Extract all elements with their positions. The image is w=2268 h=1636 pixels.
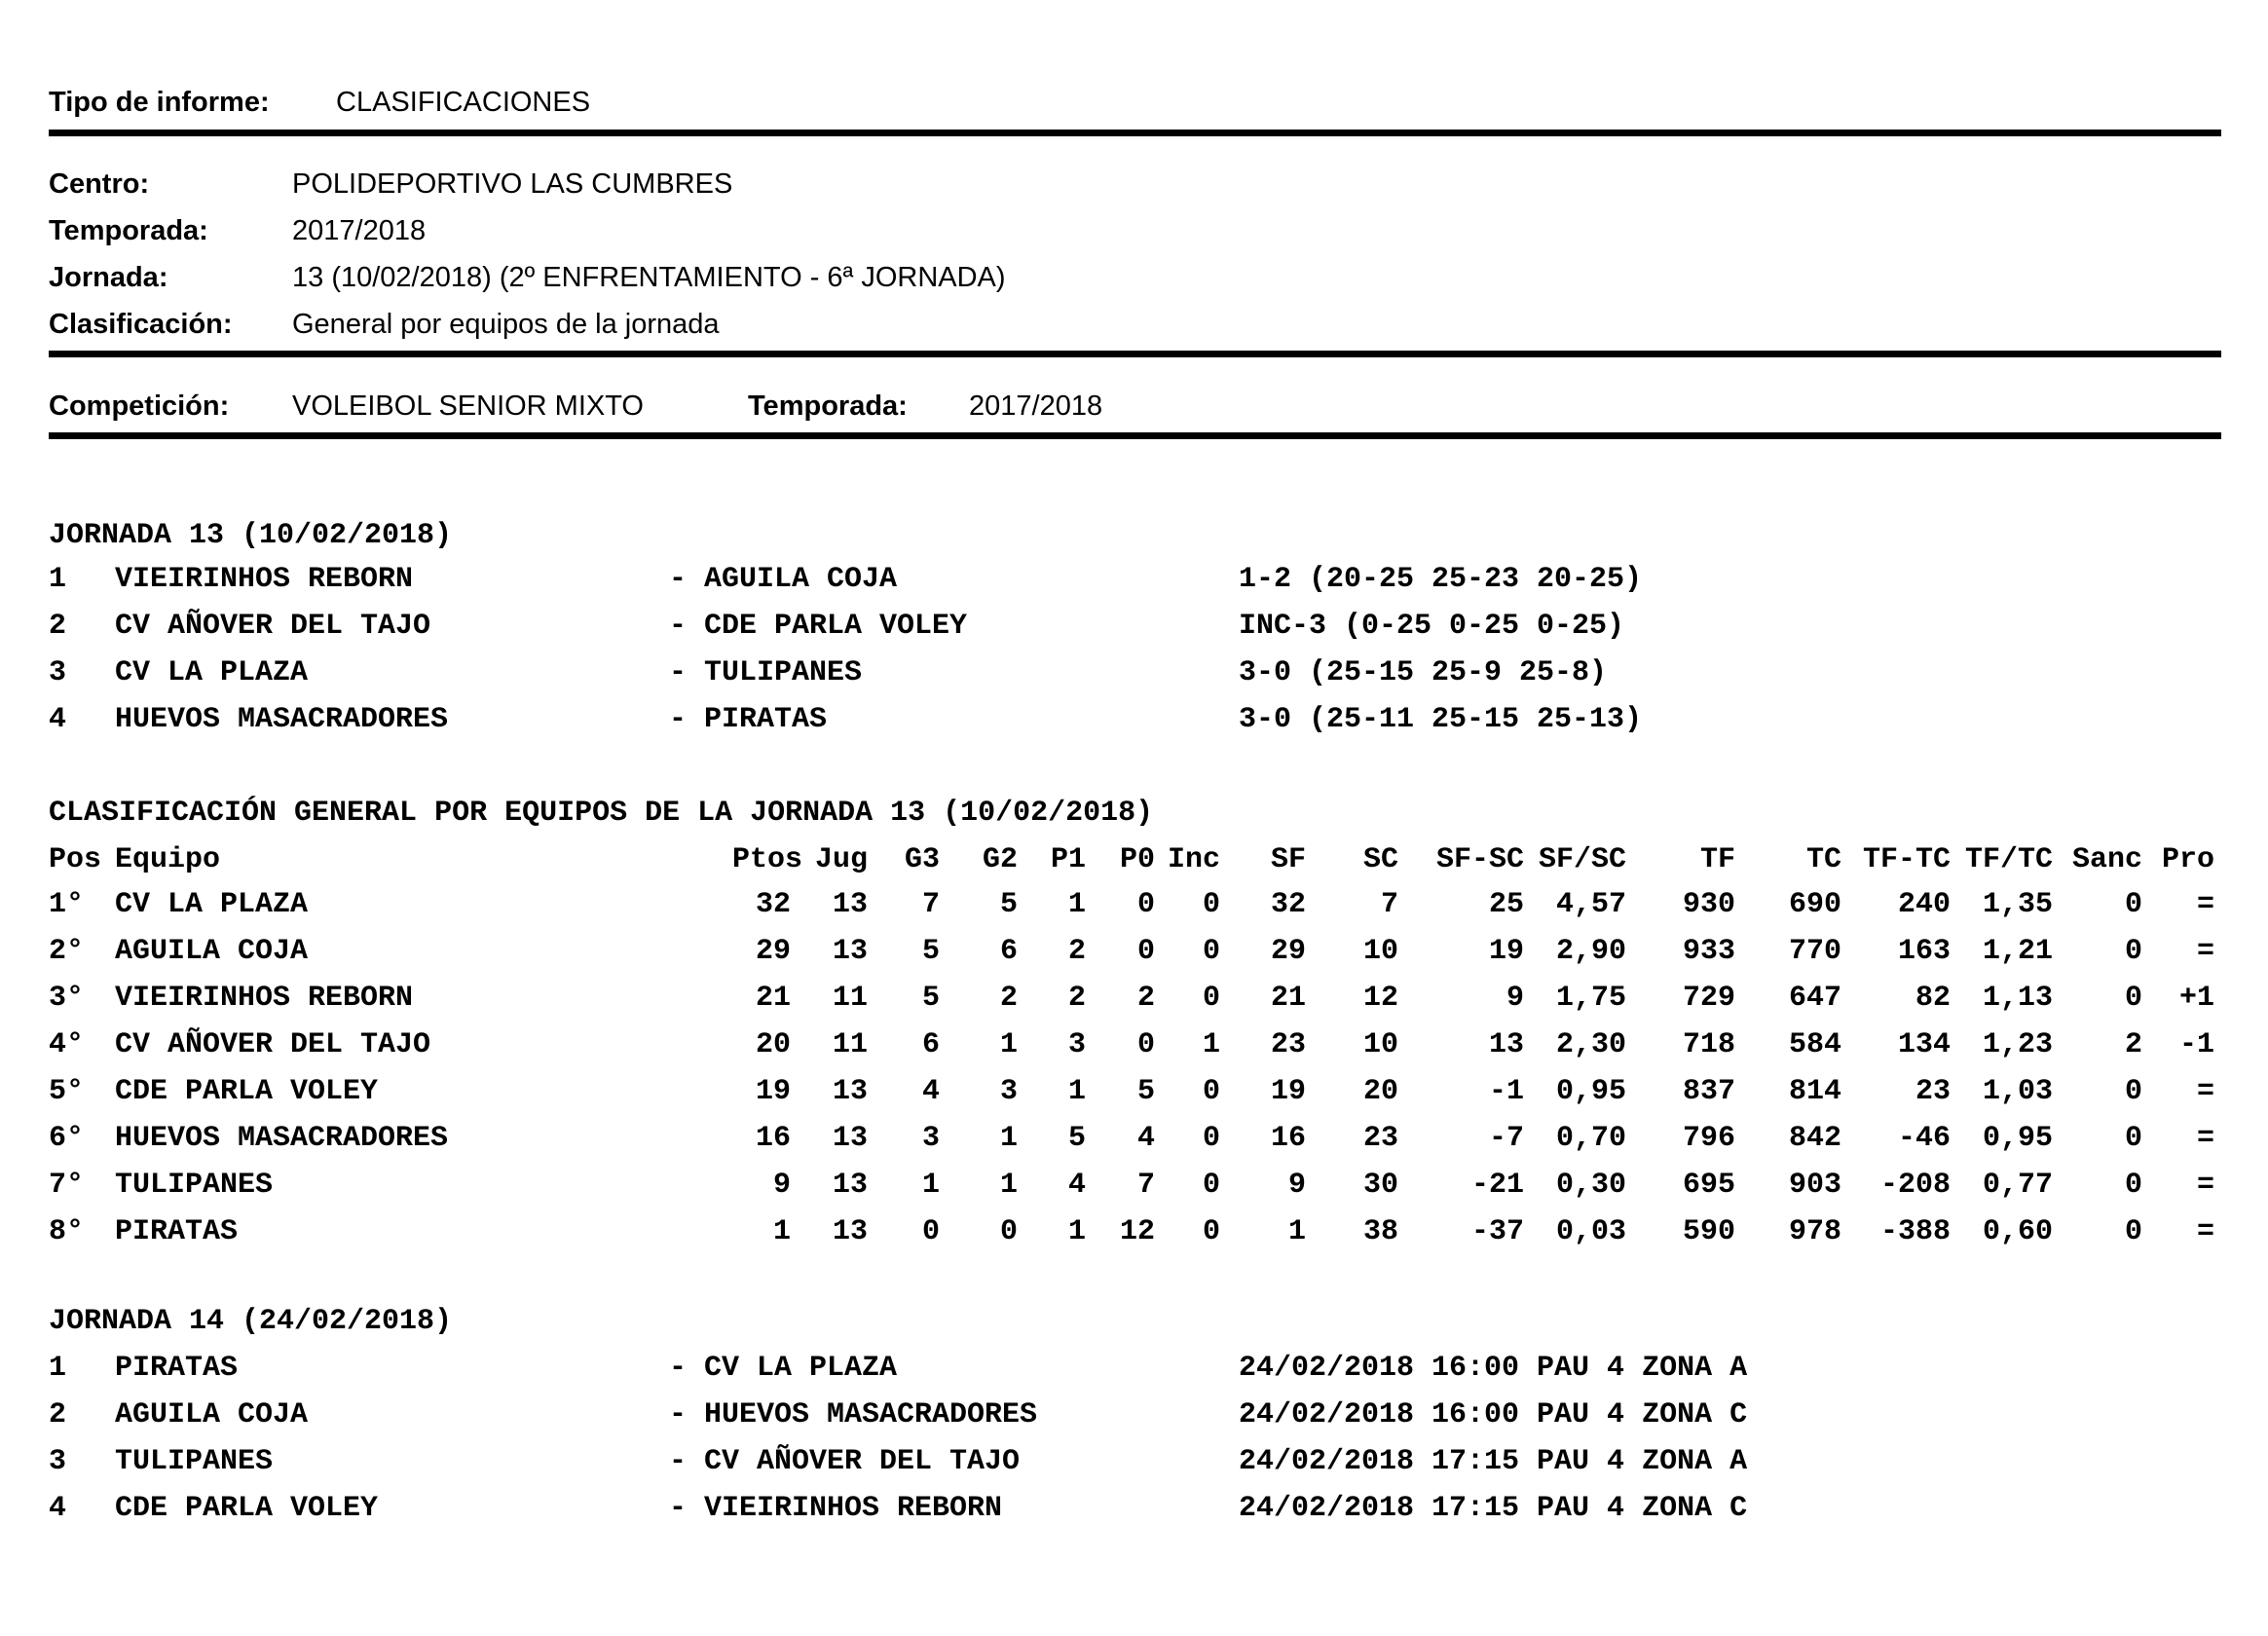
match-row: [49, 656, 2230, 689]
centro-value: POLIDEPORTIVO LAS CUMBRES: [292, 168, 733, 200]
match-number: 2: [49, 1398, 67, 1432]
cell-sf: 21: [1270, 982, 1306, 1015]
cell-g2: 3: [999, 1075, 1018, 1108]
cell-g3: 4: [921, 1075, 940, 1108]
cell-sf-sc: -37: [1470, 1215, 1524, 1248]
cell-p1: 1: [1067, 1215, 1086, 1248]
cell-p1: 2: [1067, 935, 1086, 968]
cell-g3: 1: [921, 1169, 940, 1202]
cell-sf-sc-ratio: 4,57: [1555, 888, 1626, 921]
cell-equipo: CV LA PLAZA: [115, 888, 309, 921]
cell-inc: 0: [1202, 1075, 1220, 1108]
vs-separator: -: [669, 1492, 688, 1525]
cell-sc: 10: [1362, 935, 1398, 968]
cell-g2: 1: [999, 1028, 1018, 1061]
away-team: CV AÑOVER DEL TAJO: [704, 1445, 1021, 1478]
cell-jug: 13: [832, 1075, 868, 1108]
cell-sanc: 0: [2124, 1215, 2142, 1248]
cell-g3: 5: [921, 982, 940, 1015]
cell-sf: 23: [1270, 1028, 1306, 1061]
cell-inc: 0: [1202, 1215, 1220, 1248]
cell-tf-tc: 240: [1897, 888, 1951, 921]
away-team: PIRATAS: [704, 703, 828, 736]
col-header-sanc: Sanc: [2071, 843, 2142, 876]
jornada-value: 13 (10/02/2018) (2º ENFRENTAMIENTO - 6ª JORNADA): [292, 262, 1006, 293]
temporada-label: Temporada:: [49, 215, 208, 246]
cell-tf-tc-ratio: 0,95: [1982, 1122, 2053, 1155]
cell-pro: =: [2196, 1169, 2214, 1202]
cell-pro: =: [2196, 888, 2214, 921]
match-number: 4: [49, 703, 67, 736]
cell-sf-sc-ratio: 2,90: [1555, 935, 1626, 968]
home-team: AGUILA COJA: [115, 1398, 309, 1432]
cell-tc: 770: [1788, 935, 1841, 968]
cell-sf-sc: -7: [1488, 1122, 1524, 1155]
cell-tf-tc-ratio: 0,77: [1982, 1169, 2053, 1202]
cell-ptos: 16: [755, 1122, 791, 1155]
cell-tc: 978: [1788, 1215, 1841, 1248]
cell-tf-tc: -388: [1879, 1215, 1951, 1248]
col-header-tf-tc: TF-TC: [1862, 843, 1951, 876]
cell-sf: 9: [1287, 1169, 1306, 1202]
vs-separator: -: [669, 656, 688, 689]
vs-separator: -: [669, 1352, 688, 1385]
jornada-line: [49, 261, 2230, 300]
match-number: 1: [49, 563, 67, 596]
standings-header-row: [49, 843, 2230, 876]
cell-tf: 590: [1682, 1215, 1735, 1248]
away-team: HUEVOS MASACRADORES: [704, 1398, 1038, 1432]
vs-separator: -: [669, 1445, 688, 1478]
cell-tf-tc: 23: [1915, 1075, 1951, 1108]
cell-sf-sc: -1: [1488, 1075, 1524, 1108]
cell-pos: 4°: [49, 1028, 85, 1061]
cell-tc: 903: [1788, 1169, 1841, 1202]
cell-tf-tc-ratio: 1,03: [1982, 1075, 2053, 1108]
match-schedule: 24/02/2018 16:00 PAU 4 ZONA A: [1239, 1352, 1748, 1385]
table-row: [49, 1075, 2230, 1108]
cell-tf-tc: 163: [1897, 935, 1951, 968]
cell-pos: 8°: [49, 1215, 85, 1248]
cell-sc: 38: [1362, 1215, 1398, 1248]
cell-g3: 6: [921, 1028, 940, 1061]
cell-p0: 2: [1136, 982, 1155, 1015]
cell-sf-sc: 19: [1488, 935, 1524, 968]
away-team: TULIPANES: [704, 656, 863, 689]
cell-pos: 3°: [49, 982, 85, 1015]
report-type-line: [49, 86, 2230, 125]
cell-sf-sc-ratio: 0,30: [1555, 1169, 1626, 1202]
match-result: 3-0 (25-15 25-9 25-8): [1239, 656, 1608, 689]
cell-tf-tc: 134: [1897, 1028, 1951, 1061]
cell-sf: 32: [1270, 888, 1306, 921]
cell-sanc: 0: [2124, 1075, 2142, 1108]
cell-ptos: 29: [755, 935, 791, 968]
cell-equipo: HUEVOS MASACRADORES: [115, 1122, 449, 1155]
cell-inc: 0: [1202, 888, 1220, 921]
col-header-sc: SC: [1362, 843, 1398, 876]
cell-g2: 0: [999, 1215, 1018, 1248]
cell-sf-sc-ratio: 0,70: [1555, 1122, 1626, 1155]
cell-p1: 1: [1067, 888, 1086, 921]
cell-g3: 7: [921, 888, 940, 921]
cell-inc: 0: [1202, 1122, 1220, 1155]
col-header-g3: G3: [904, 843, 940, 876]
cell-sanc: 2: [2124, 1028, 2142, 1061]
cell-pro: =: [2196, 935, 2214, 968]
cell-jug: 13: [832, 888, 868, 921]
table-row: [49, 1028, 2230, 1061]
cell-tc: 814: [1788, 1075, 1841, 1108]
cell-tf-tc-ratio: 1,23: [1982, 1028, 2053, 1061]
away-team: CV LA PLAZA: [704, 1352, 898, 1385]
cell-sanc: 0: [2124, 1169, 2142, 1202]
col-header-tc: TC: [1805, 843, 1841, 876]
cell-p1: 3: [1067, 1028, 1086, 1061]
match-row: [49, 563, 2230, 596]
cell-tc: 690: [1788, 888, 1841, 921]
table-row: [49, 1215, 2230, 1248]
cell-g2: 2: [999, 982, 1018, 1015]
cell-tf-tc-ratio: 0,60: [1982, 1215, 2053, 1248]
clasificacion-line: [49, 308, 2230, 347]
col-header-equipo: Equipo: [115, 843, 221, 876]
cell-tf: 796: [1682, 1122, 1735, 1155]
cell-sc: 30: [1362, 1169, 1398, 1202]
match-result: INC-3 (0-25 0-25 0-25): [1239, 610, 1625, 643]
match-number: 4: [49, 1492, 67, 1525]
match-schedule: 24/02/2018 16:00 PAU 4 ZONA C: [1239, 1398, 1748, 1432]
vs-separator: -: [669, 563, 688, 596]
cell-p0: 0: [1136, 888, 1155, 921]
cell-sf-sc: 13: [1488, 1028, 1524, 1061]
cell-g2: 6: [999, 935, 1018, 968]
standings-title: CLASIFICACIÓN GENERAL POR EQUIPOS DE LA JORNADA 13 (10/02/2018): [49, 797, 1154, 830]
cell-tc: 584: [1788, 1028, 1841, 1061]
match-schedule: 24/02/2018 17:15 PAU 4 ZONA A: [1239, 1445, 1748, 1478]
away-team: VIEIRINHOS REBORN: [704, 1492, 1003, 1525]
cell-p1: 5: [1067, 1122, 1086, 1155]
cell-tf-tc-ratio: 1,21: [1982, 935, 2053, 968]
cell-ptos: 20: [755, 1028, 791, 1061]
cell-pro: -1: [2178, 1028, 2214, 1061]
cell-tf-tc-ratio: 1,35: [1982, 888, 2053, 921]
cell-jug: 13: [832, 1169, 868, 1202]
match-schedule: 24/02/2018 17:15 PAU 4 ZONA C: [1239, 1492, 1748, 1525]
cell-ptos: 9: [772, 1169, 791, 1202]
home-team: TULIPANES: [115, 1445, 274, 1478]
centro-line: [49, 167, 2230, 206]
cell-g2: 1: [999, 1122, 1018, 1155]
cell-sanc: 0: [2124, 888, 2142, 921]
cell-sc: 10: [1362, 1028, 1398, 1061]
cell-sc: 23: [1362, 1122, 1398, 1155]
col-header-g2: G2: [982, 843, 1018, 876]
cell-p0: 7: [1136, 1169, 1155, 1202]
header-rule-top: [49, 130, 2221, 136]
home-team: HUEVOS MASACRADORES: [115, 703, 449, 736]
cell-ptos: 21: [755, 982, 791, 1015]
jornada13-title: JORNADA 13 (10/02/2018): [49, 519, 453, 552]
cell-sanc: 0: [2124, 982, 2142, 1015]
away-team: AGUILA COJA: [704, 563, 898, 596]
jornada-label: Jornada:: [49, 262, 168, 293]
cell-sc: 7: [1380, 888, 1398, 921]
jornada14-title: JORNADA 14 (24/02/2018): [49, 1305, 453, 1338]
vs-separator: -: [669, 703, 688, 736]
cell-inc: 0: [1202, 982, 1220, 1015]
table-row: [49, 1122, 2230, 1155]
col-header-jug: Jug: [814, 843, 868, 876]
col-header-pro: Pro: [2161, 843, 2214, 876]
cell-sf-sc-ratio: 1,75: [1555, 982, 1626, 1015]
cell-jug: 11: [832, 1028, 868, 1061]
cell-sf: 16: [1270, 1122, 1306, 1155]
cell-tf: 695: [1682, 1169, 1735, 1202]
report-type-value: CLASIFICACIONES: [336, 87, 591, 118]
cell-p0: 0: [1136, 1028, 1155, 1061]
cell-tf-tc-ratio: 1,13: [1982, 982, 2053, 1015]
match-number: 2: [49, 610, 67, 643]
col-header-tf-tc-ratio: TF/TC: [1964, 843, 2053, 876]
home-team: PIRATAS: [115, 1352, 239, 1385]
cell-g3: 5: [921, 935, 940, 968]
cell-sf-sc-ratio: 0,03: [1555, 1215, 1626, 1248]
cell-pos: 7°: [49, 1169, 85, 1202]
cell-jug: 13: [832, 1215, 868, 1248]
cell-p0: 12: [1119, 1215, 1155, 1248]
header-rule-bottom: [49, 432, 2221, 439]
fixture-row: [49, 1352, 2230, 1385]
cell-sf: 29: [1270, 935, 1306, 968]
temporada-value: 2017/2018: [292, 215, 427, 246]
cell-inc: 0: [1202, 1169, 1220, 1202]
cell-pro: =: [2196, 1215, 2214, 1248]
cell-sc: 20: [1362, 1075, 1398, 1108]
cell-p1: 1: [1067, 1075, 1086, 1108]
cell-equipo: AGUILA COJA: [115, 935, 309, 968]
cell-tf: 837: [1682, 1075, 1735, 1108]
cell-inc: 0: [1202, 935, 1220, 968]
competicion-value: VOLEIBOL SENIOR MIXTO: [292, 390, 644, 422]
match-number: 3: [49, 1445, 67, 1478]
vs-separator: -: [669, 1398, 688, 1432]
cell-p0: 5: [1136, 1075, 1155, 1108]
cell-tf: 930: [1682, 888, 1735, 921]
fixture-row: [49, 1398, 2230, 1432]
cell-equipo: CV AÑOVER DEL TAJO: [115, 1028, 431, 1061]
home-team: CV LA PLAZA: [115, 656, 309, 689]
table-row: [49, 1169, 2230, 1202]
match-number: 1: [49, 1352, 67, 1385]
cell-sanc: 0: [2124, 1122, 2142, 1155]
competicion-line: [49, 390, 2230, 428]
table-row: [49, 935, 2230, 968]
cell-tf: 718: [1682, 1028, 1735, 1061]
cell-pos: 5°: [49, 1075, 85, 1108]
cell-tf: 933: [1682, 935, 1735, 968]
cell-sf-sc-ratio: 2,30: [1555, 1028, 1626, 1061]
cell-jug: 13: [832, 1122, 868, 1155]
match-row: [49, 703, 2230, 736]
cell-sf-sc: 9: [1506, 982, 1524, 1015]
cell-equipo: CDE PARLA VOLEY: [115, 1075, 379, 1108]
cell-tf: 729: [1682, 982, 1735, 1015]
competicion-temporada-value: 2017/2018: [969, 390, 1103, 422]
cell-tf-tc: -46: [1897, 1122, 1951, 1155]
cell-sc: 12: [1362, 982, 1398, 1015]
col-header-p1: P1: [1050, 843, 1086, 876]
cell-ptos: 19: [755, 1075, 791, 1108]
cell-pro: =: [2196, 1075, 2214, 1108]
fixture-row: [49, 1492, 2230, 1525]
col-header-p0: P0: [1119, 843, 1155, 876]
col-header-inc: Inc: [1167, 843, 1220, 876]
cell-inc: 1: [1202, 1028, 1220, 1061]
temporada-line: [49, 214, 2230, 253]
cell-g3: 3: [921, 1122, 940, 1155]
cell-p0: 4: [1136, 1122, 1155, 1155]
header-rule-middle: [49, 351, 2221, 357]
cell-p0: 0: [1136, 935, 1155, 968]
centro-label: Centro:: [49, 168, 150, 200]
cell-p1: 4: [1067, 1169, 1086, 1202]
home-team: VIEIRINHOS REBORN: [115, 563, 414, 596]
cell-sanc: 0: [2124, 935, 2142, 968]
cell-jug: 13: [832, 935, 868, 968]
cell-sf: 19: [1270, 1075, 1306, 1108]
col-header-tf: TF: [1699, 843, 1735, 876]
cell-sf-sc-ratio: 0,95: [1555, 1075, 1626, 1108]
cell-p1: 2: [1067, 982, 1086, 1015]
cell-pro: =: [2196, 1122, 2214, 1155]
cell-equipo: PIRATAS: [115, 1215, 239, 1248]
clasificacion-value: General por equipos de la jornada: [292, 309, 720, 340]
cell-tf-tc: 82: [1915, 982, 1951, 1015]
competicion-temporada-label: Temporada:: [748, 390, 908, 422]
cell-jug: 11: [832, 982, 868, 1015]
col-header-sf-sc: SF-SC: [1435, 843, 1524, 876]
clasificacion-label: Clasificación:: [49, 309, 233, 340]
match-result: 3-0 (25-11 25-15 25-13): [1239, 703, 1643, 736]
table-row: [49, 888, 2230, 921]
match-number: 3: [49, 656, 67, 689]
cell-tc: 647: [1788, 982, 1841, 1015]
col-header-sf: SF: [1270, 843, 1306, 876]
cell-g2: 1: [999, 1169, 1018, 1202]
vs-separator: -: [669, 610, 688, 643]
col-header-ptos: Ptos: [732, 843, 803, 876]
match-result: 1-2 (20-25 25-23 20-25): [1239, 563, 1643, 596]
competicion-label: Competición:: [49, 390, 230, 422]
report-type-label: Tipo de informe:: [49, 87, 270, 118]
cell-g3: 0: [921, 1215, 940, 1248]
cell-tf-tc: -208: [1879, 1169, 1951, 1202]
cell-ptos: 32: [755, 888, 791, 921]
away-team: CDE PARLA VOLEY: [704, 610, 968, 643]
cell-pos: 2°: [49, 935, 85, 968]
cell-equipo: VIEIRINHOS REBORN: [115, 982, 414, 1015]
cell-g2: 5: [999, 888, 1018, 921]
home-team: CV AÑOVER DEL TAJO: [115, 610, 431, 643]
match-row: [49, 610, 2230, 643]
cell-pro: +1: [2178, 982, 2214, 1015]
cell-ptos: 1: [772, 1215, 791, 1248]
col-header-sf-sc-ratio: SF/SC: [1538, 843, 1626, 876]
col-header-pos: Pos: [49, 843, 102, 876]
table-row: [49, 982, 2230, 1015]
cell-pos: 6°: [49, 1122, 85, 1155]
cell-equipo: TULIPANES: [115, 1169, 274, 1202]
home-team: CDE PARLA VOLEY: [115, 1492, 379, 1525]
cell-sf: 1: [1287, 1215, 1306, 1248]
cell-sf-sc: 25: [1488, 888, 1524, 921]
cell-sf-sc: -21: [1470, 1169, 1524, 1202]
fixture-row: [49, 1445, 2230, 1478]
cell-tc: 842: [1788, 1122, 1841, 1155]
cell-pos: 1°: [49, 888, 85, 921]
